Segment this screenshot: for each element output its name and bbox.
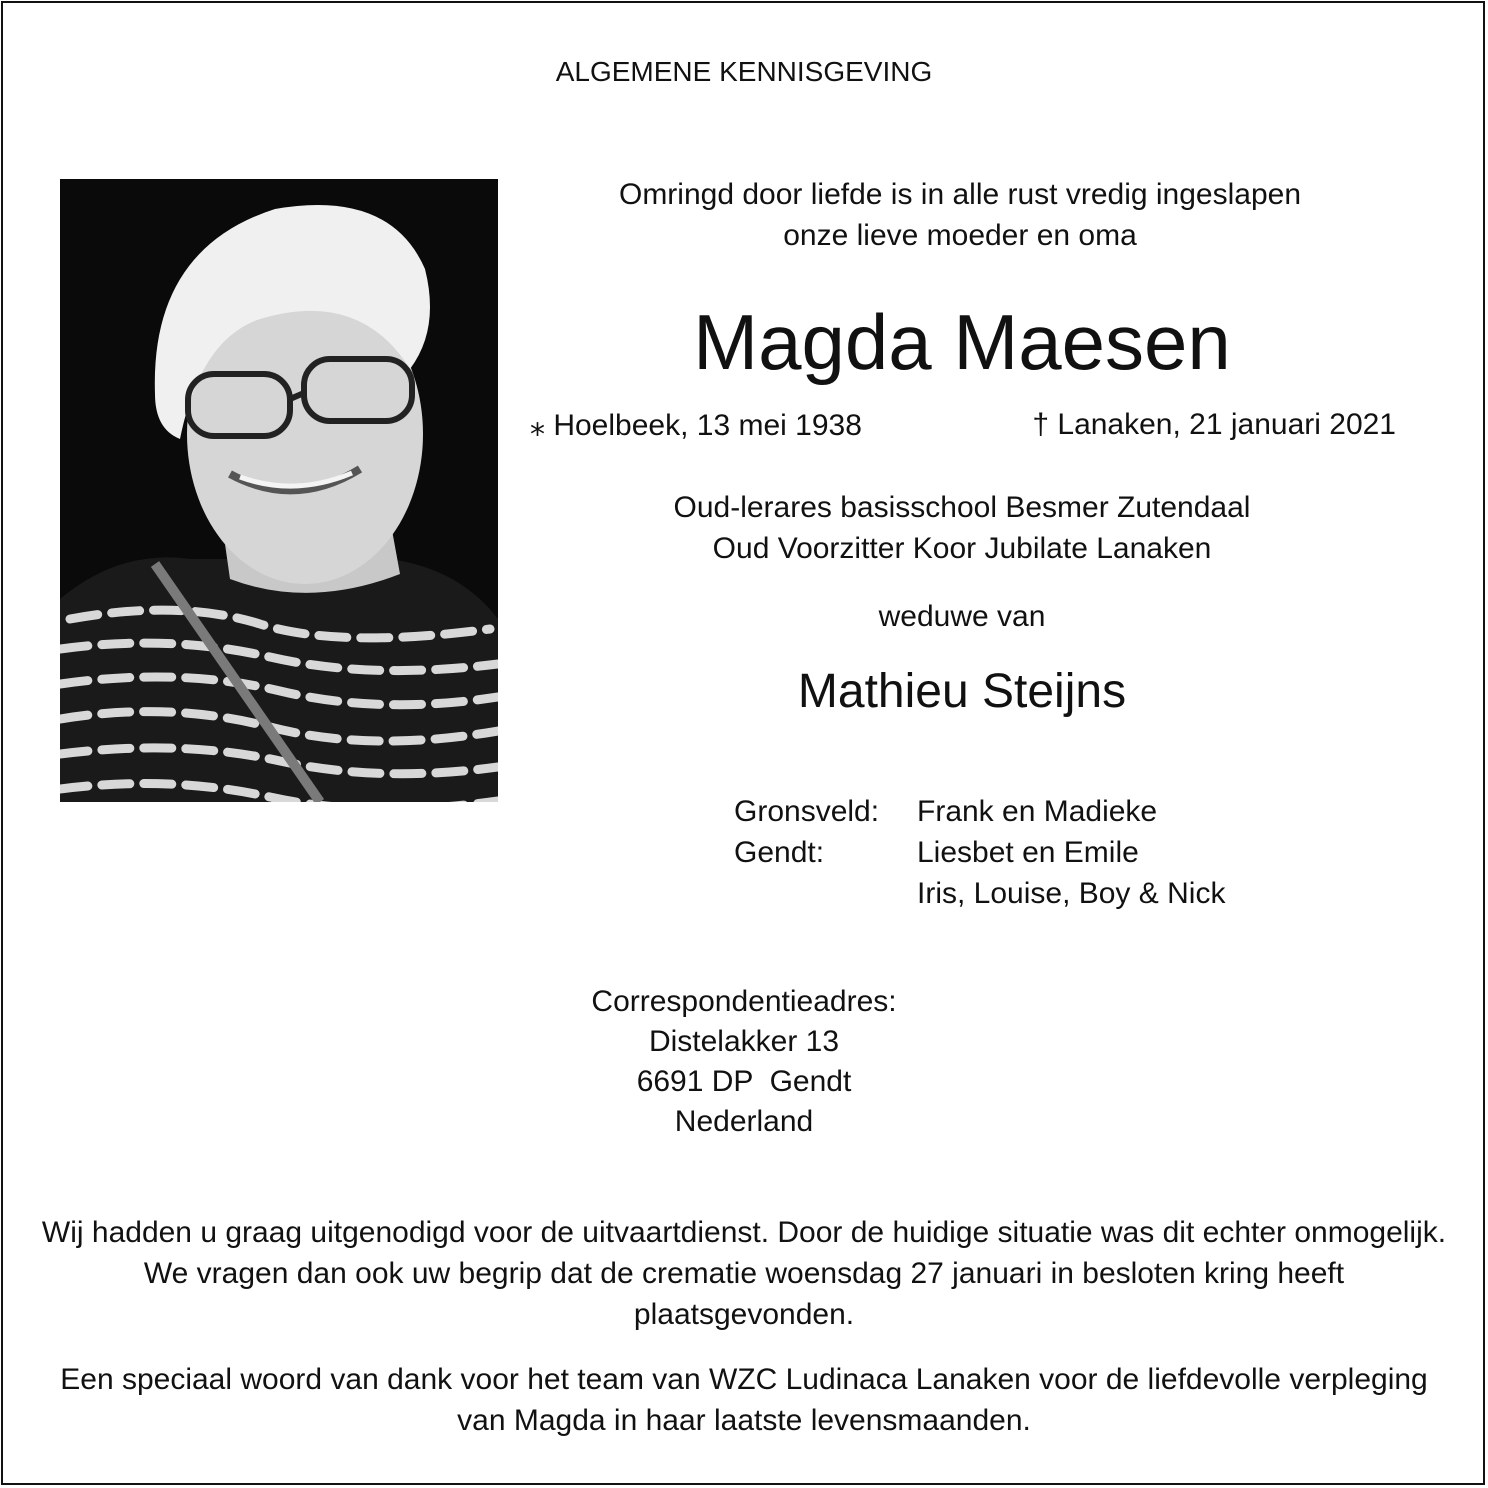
intro-text [520, 174, 1400, 256]
address-street: Distelakker 13 [648, 1025, 840, 1058]
correspondence-address [540, 982, 948, 1142]
portrait-photo [60, 179, 498, 802]
funeral-message: Wij hadden u graag uitgenodigd voor de uitvaartdienst. Door de huidige situatie was dit echter onmogelijk. We vragen dan ook uw begrip dat de crematie woensdag 27 januari in besloten kring heeft plaatsgevonden. [41, 1216, 1447, 1331]
family-place: Gronsveld: [734, 795, 880, 828]
address-country: Nederland [674, 1105, 814, 1138]
husband-name: Mathieu Steijns [797, 665, 1127, 718]
notice-heading: ALGEMENE KENNISGEVING [555, 56, 933, 87]
roles-text [520, 487, 1404, 569]
widow-of-label: weduwe van [878, 600, 1046, 633]
address-label: Correspondentieadres: [591, 985, 897, 1018]
family-row [734, 832, 1225, 873]
family-place: Gendt: [734, 836, 825, 869]
family-place [734, 873, 917, 914]
intro-line: Omringd door liefde is in alle rust vredig ingeslapen [618, 178, 1302, 211]
address-postal-city: 6691 DP Gendt [636, 1065, 852, 1098]
family-names: Frank en Madieke [917, 795, 1158, 828]
deceased-name: Magda Maesen [693, 298, 1231, 386]
family-names: Liesbet en Emile [917, 836, 1139, 869]
intro-line: onze lieve moeder en oma [783, 219, 1137, 252]
family-row [734, 791, 1225, 832]
life-dates [530, 408, 1410, 448]
role-line: Oud Voorzitter Koor Jubilate Lanaken [712, 532, 1212, 565]
thanks-message: Een speciaal woord van dank voor het team van WZC Ludinaca Lanaken voor de liefdevolle verpleging van Magda in haar laatste levensmaanden. [60, 1363, 1428, 1437]
family-list [734, 791, 1225, 914]
birth-date: ⁎ Hoelbeek, 13 mei 1938 [530, 409, 862, 442]
family-names: Iris, Louise, Boy & Nick [917, 877, 1226, 910]
death-date: † Lanaken, 21 januari 2021 [1032, 408, 1396, 441]
family-row [734, 873, 1225, 914]
role-line: Oud-lerares basisschool Besmer Zutendaal [673, 491, 1251, 524]
